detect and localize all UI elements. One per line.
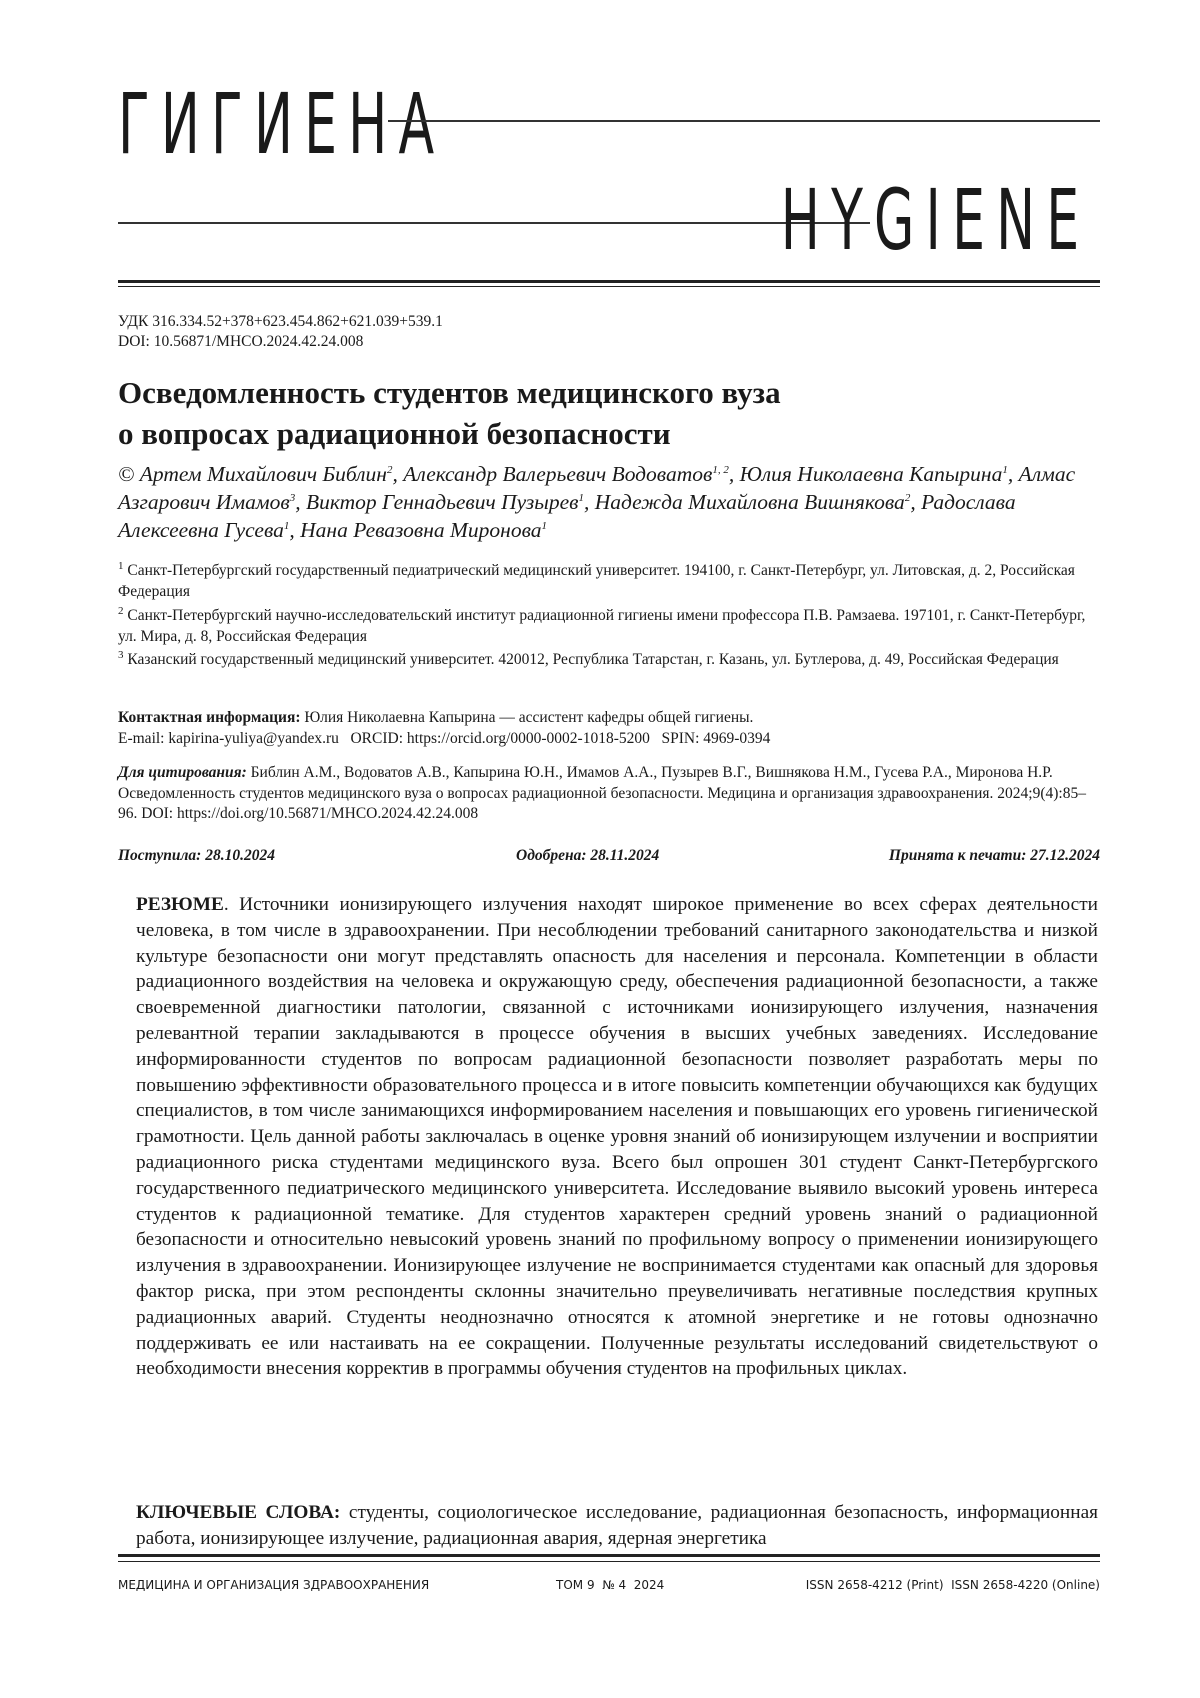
footer-issue: ТОМ 9 № 4 2024: [556, 1578, 665, 1592]
citation: [118, 763, 1100, 825]
author-name: Нана Ревазовна Миронова: [300, 518, 542, 542]
section-title-en: HYGIENE: [780, 171, 1090, 269]
author-affiliation-ref: 2: [386, 463, 393, 476]
author-affiliation-ref: 1, 2: [712, 463, 729, 476]
author-affiliation-ref: 1: [1002, 463, 1008, 476]
keywords: [136, 1500, 1098, 1552]
footer-rule-1: [118, 1554, 1100, 1557]
date-approved: Одобрена: 28.11.2024: [516, 847, 660, 864]
abstract-label: РЕЗЮМЕ: [136, 894, 224, 915]
header-rule-double-2: [118, 286, 1100, 287]
author-name: Надежда Михайловна Вишнякова: [594, 490, 905, 514]
author-affiliation-ref: 1: [541, 519, 548, 532]
udk-code: УДК 316.334.52+378+623.454.862+621.039+539.1: [118, 313, 443, 330]
author-name: Радослава Алексеевна Гусева: [118, 490, 1016, 542]
author-affiliation-ref: 3: [289, 491, 296, 504]
author-name: Александр Валерьевич Водоватов: [403, 462, 713, 486]
affiliation-2: [118, 606, 1098, 647]
article-title-line-1: Осведомленность студентов медицинского вуза: [118, 375, 781, 410]
date-received: Поступила: 28.10.2024: [118, 847, 275, 864]
footer-issn: ISSN 2658-4212 (Print) ISSN 2658-4220 (Online): [805, 1578, 1100, 1592]
contact-email-line: E-mail: kapirina-yuliya@yandex.ru ORCID: https://orcid.org/0000-0002-1018-5200 SPIN: 4969-0394: [118, 729, 771, 747]
copyright-mark: ©: [118, 462, 140, 486]
affiliation-number: 1: [118, 559, 124, 572]
affiliation-text: Санкт-Петербургский государственный педиатрический медицинский университет. 194100, г. Санкт-Петербург, ул. Литовская, д. 2, Российская Федерация: [118, 562, 1075, 600]
author-affiliation-ref: 1: [578, 491, 584, 504]
doi-code: DOI: 10.56871/MHCO.2024.42.24.008: [118, 333, 364, 350]
article-title: [118, 372, 1098, 454]
contact-label: Контактная информация:: [118, 709, 301, 726]
header-rule-top: [388, 120, 1100, 122]
contact-info: [118, 708, 1108, 749]
citation-label: Для цитирования:: [118, 764, 247, 781]
affiliation-number: 2: [118, 604, 124, 617]
author-affiliation-ref: 1: [283, 519, 290, 532]
header-rule-double-1: [118, 280, 1100, 283]
affiliation-3: [118, 650, 1098, 671]
header-rule-bottom: [118, 222, 870, 224]
affiliation-1: [118, 561, 1098, 602]
footer-journal: МЕДИЦИНА И ОРГАНИЗАЦИЯ ЗДРАВООХРАНЕНИЯ: [118, 1578, 430, 1592]
author-name: Алмас Азгарович Имамов: [118, 462, 1076, 514]
author-affiliation-ref: 2: [904, 491, 911, 504]
abstract: [136, 892, 1098, 1382]
author-name: Артем Михайлович Библин: [139, 462, 387, 486]
footer-rule-2: [118, 1561, 1100, 1562]
keywords-text: студенты, социологическое исследование, радиационная безопасность, информационная работа, ионизирующее излучение, радиационная авария, ядерная энергетика: [136, 1502, 1098, 1549]
affiliation-text: Санкт-Петербургский научно-исследовательский институт радиационной гигиены имени профессора П.В. Рамзаева. 197101, г. Санкт-Петербург, ул. Мира, д. 8, Российская Федерация: [118, 607, 1086, 645]
affiliation-number: 3: [118, 648, 124, 661]
article-title-line-2: о вопросах радиационной безопасности: [118, 416, 671, 451]
authors-list: © Артем Михайлович Библин$^2$, Александр Валерьевич Водоватов$^{1, 2}$, Юлия Николаевна Капырина$^1$, Алмас Азгарович Имамов$^3$, Виктор Геннадьевич Пузырев$^1$, Надежда Михайловна Вишнякова$^2$, Радослава Алексеевна Гусева$^1$, Нана Ревазовна Миронова$^1$: [118, 462, 1076, 542]
contact-text: Юлия Николаевна Капырина — ассистент кафедры общей гигиены.: [300, 709, 754, 726]
author-name: Виктор Геннадьевич Пузырев: [305, 490, 579, 514]
affiliation-text: Казанский государственный медицинский университет. 420012, Республика Татарстан, г. Казань, ул. Бутлерова, д. 49, Российская Федерация: [127, 651, 1059, 668]
author-name: Юлия Николаевна Капырина: [739, 462, 1003, 486]
section-title-ru: ГИГИЕНА: [118, 75, 446, 173]
keywords-label: КЛЮЧЕВЫЕ СЛОВА:: [136, 1502, 341, 1523]
citation-text: Библин А.М., Водоватов А.В., Капырина Ю.Н., Имамов А.А., Пузырев В.Г., Вишнякова Н.М., Гусева Р.А., Миронова Н.Р. Осведомленность студентов медицинского вуза о вопросах радиационной безопасности. Медицина и организация здравоохранения. 2024;9(4):85–96. DOI: https://doi.org/10.56871/MHCO.2024.42.24.008: [118, 764, 1086, 822]
abstract-text: . Источники ионизирующего излучения находят широкое применение во всех сферах деятельности человека, в том числе в здравоохранении. При несоблюдении требований санитарного законодательства и низкой культуре безопасности они могут представлять опасность для населения и персонала. Компетенции в области радиационного воздействия на человека и окружающую среду, обеспечения радиационной безопасности, а также своевременной диагностики патологии, связанной с источниками ионизирующего излучения, назначения релевантной терапии закладываются в процессе обучения в высших учебных заведениях. Исследование информированности студентов по вопросам радиационной безопасности позволяет разработать меры по повышению эффективности образовательного процесса и в итоге повысить компетенции обучающихся как будущих специалистов, в том числе занимающихся информированием населения и повышающих его уровень гигиенической грамотности. Цель данной работы заключалась в оценке уровня знаний об ионизирующем излучении и восприятии радиационного риска студентами медицинского вуза. Всего был опрошен 301 студент Санкт-Петербургского государственного педиатрического медицинского университета. Исследование выявило высокий уровень интереса студентов к радиационной тематике. Для студентов характерен средний уровень знаний о радиационной безопасности и относительно невысокий уровень знаний по профильному вопросу о применении ионизирующего излучения в здравоохранении. Ионизирующее излучение не воспринимается студентами как опасный для здоровья фактор риска, при этом респонденты склонны значительно преувеличивать негативные последствия крупных радиационных аварий. Студенты неоднозначно относятся к атомной энергетике и не готовы однозначно поддерживать ее или настаивать на ее сокращении. Полученные результаты исследований свидетельствуют о необходимости внесения корректив в программы обучения студентов на профильных циклах.: [136, 894, 1098, 1380]
date-accepted: Принята к печати: 27.12.2024: [888, 847, 1100, 864]
